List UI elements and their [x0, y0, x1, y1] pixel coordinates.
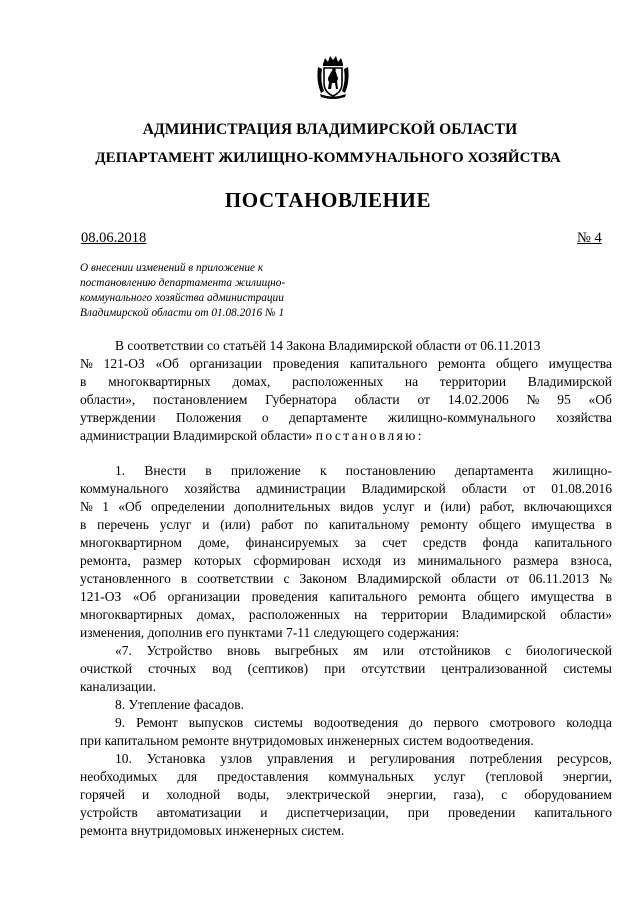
- text-line: многоквартирном доме, финансируемых за счет средств фонда капитального: [80, 535, 612, 550]
- text-line: В соответствии со статьёй 14 Закона Владимирской области от 06.11.2013: [115, 338, 541, 353]
- item-10-paragraph: [80, 750, 612, 840]
- text-fragment: администрации Владимирской области»: [80, 428, 313, 443]
- coat-of-arms-emblem: [315, 55, 351, 99]
- subject-line: Владимирской области от 01.08.2016 № 1: [80, 307, 285, 319]
- document-date: 08.06.2018: [81, 230, 147, 246]
- text-line: № 1 «Об определении дополнительных видов услуг и (или) работ, включающихся: [80, 499, 612, 514]
- document-subject: [80, 261, 340, 321]
- text-line: 9. Ремонт выпусков системы водоотведения до первого смотрового колодца: [115, 715, 612, 730]
- text-line: области», постановлением Губернатора области от 14.02.2006 № 95 «Об: [80, 392, 612, 407]
- text-line: горячей и холодной воды, электрической энергии, газа), с оборудованием: [80, 787, 612, 802]
- decree-word: постановляю:: [315, 428, 424, 443]
- text-line: ремонта внутридомовых инженерных систем.: [80, 823, 345, 838]
- text-line: очисткой сточных вод (септиков) при отсутствии централизованной системы: [80, 661, 612, 676]
- text-line: коммунального хозяйства администрации Владимирской области от 01.08.2016: [80, 481, 612, 496]
- text-line: многоквартирных домах, расположенных на территории Владимирской области»: [80, 607, 612, 622]
- subject-line: О внесении изменений в приложение к: [80, 262, 264, 274]
- text-line: канализации.: [80, 679, 157, 694]
- text-line: «7. Устройство вновь выгребных ям или отстойников с биологической: [115, 643, 612, 658]
- item-8-paragraph: [80, 696, 612, 714]
- item-1-paragraph: [80, 462, 612, 642]
- preamble-paragraph: [80, 337, 612, 445]
- text-line: [80, 427, 612, 445]
- text-line: в перечень услуг и (или) работ по капитальному ремонту общего имущества в: [80, 517, 612, 532]
- text-line: при капитальном ремонте внутридомовых инженерных систем водоотведения.: [80, 733, 534, 748]
- text-line: в многоквартирных домах, расположенных на территории Владимирской: [80, 374, 612, 389]
- text-line: 10. Установка узлов управления и регулирования потребления ресурсов,: [115, 751, 612, 766]
- document-number: № 4: [577, 230, 602, 246]
- text-line: № 121-ОЗ «Об организации проведения капитального ремонта общего имущества: [80, 356, 612, 371]
- organization-heading: АДМИНИСТРАЦИЯ ВЛАДИМИРСКОЙ ОБЛАСТИ: [142, 121, 518, 138]
- text-line: 121-ОЗ «Об организации проведения капитального ремонта общего имущества в: [80, 589, 612, 604]
- text-line: необходимых для предоставления коммунальных услуг (тепловой энергии,: [80, 769, 612, 784]
- subject-line: коммунального хозяйства администрации: [80, 292, 284, 304]
- item-7-paragraph: [80, 642, 612, 696]
- text-line: изменения, дополнив его пунктами 7-11 следующего содержания:: [80, 625, 460, 640]
- text-line: 1. Внести в приложение к постановлению департамента жилищно-: [115, 463, 612, 478]
- text-line: 8. Утепление фасадов.: [115, 697, 244, 712]
- text-line: установленного в соответствии с Законом Владимирской области от 06.11.2013 №: [80, 571, 612, 586]
- subject-line: постановлению департамента жилищно-: [80, 277, 286, 289]
- text-line: утверждении Положения о департаменте жилищно-коммунального хозяйства: [80, 410, 612, 425]
- text-line: устройств автоматизации и диспетчеризации, при проведении капитального: [80, 805, 612, 820]
- document-type-title: ПОСТАНОВЛЕНИЕ: [224, 188, 432, 212]
- text-line: ремонта, размер которых сформирован исходя из минимального размера взноса,: [80, 553, 612, 568]
- department-heading: ДЕПАРТАМЕНТ ЖИЛИЩНО-КОММУНАЛЬНОГО ХОЗЯЙСТВА: [95, 150, 561, 166]
- item-9-paragraph: [80, 714, 612, 750]
